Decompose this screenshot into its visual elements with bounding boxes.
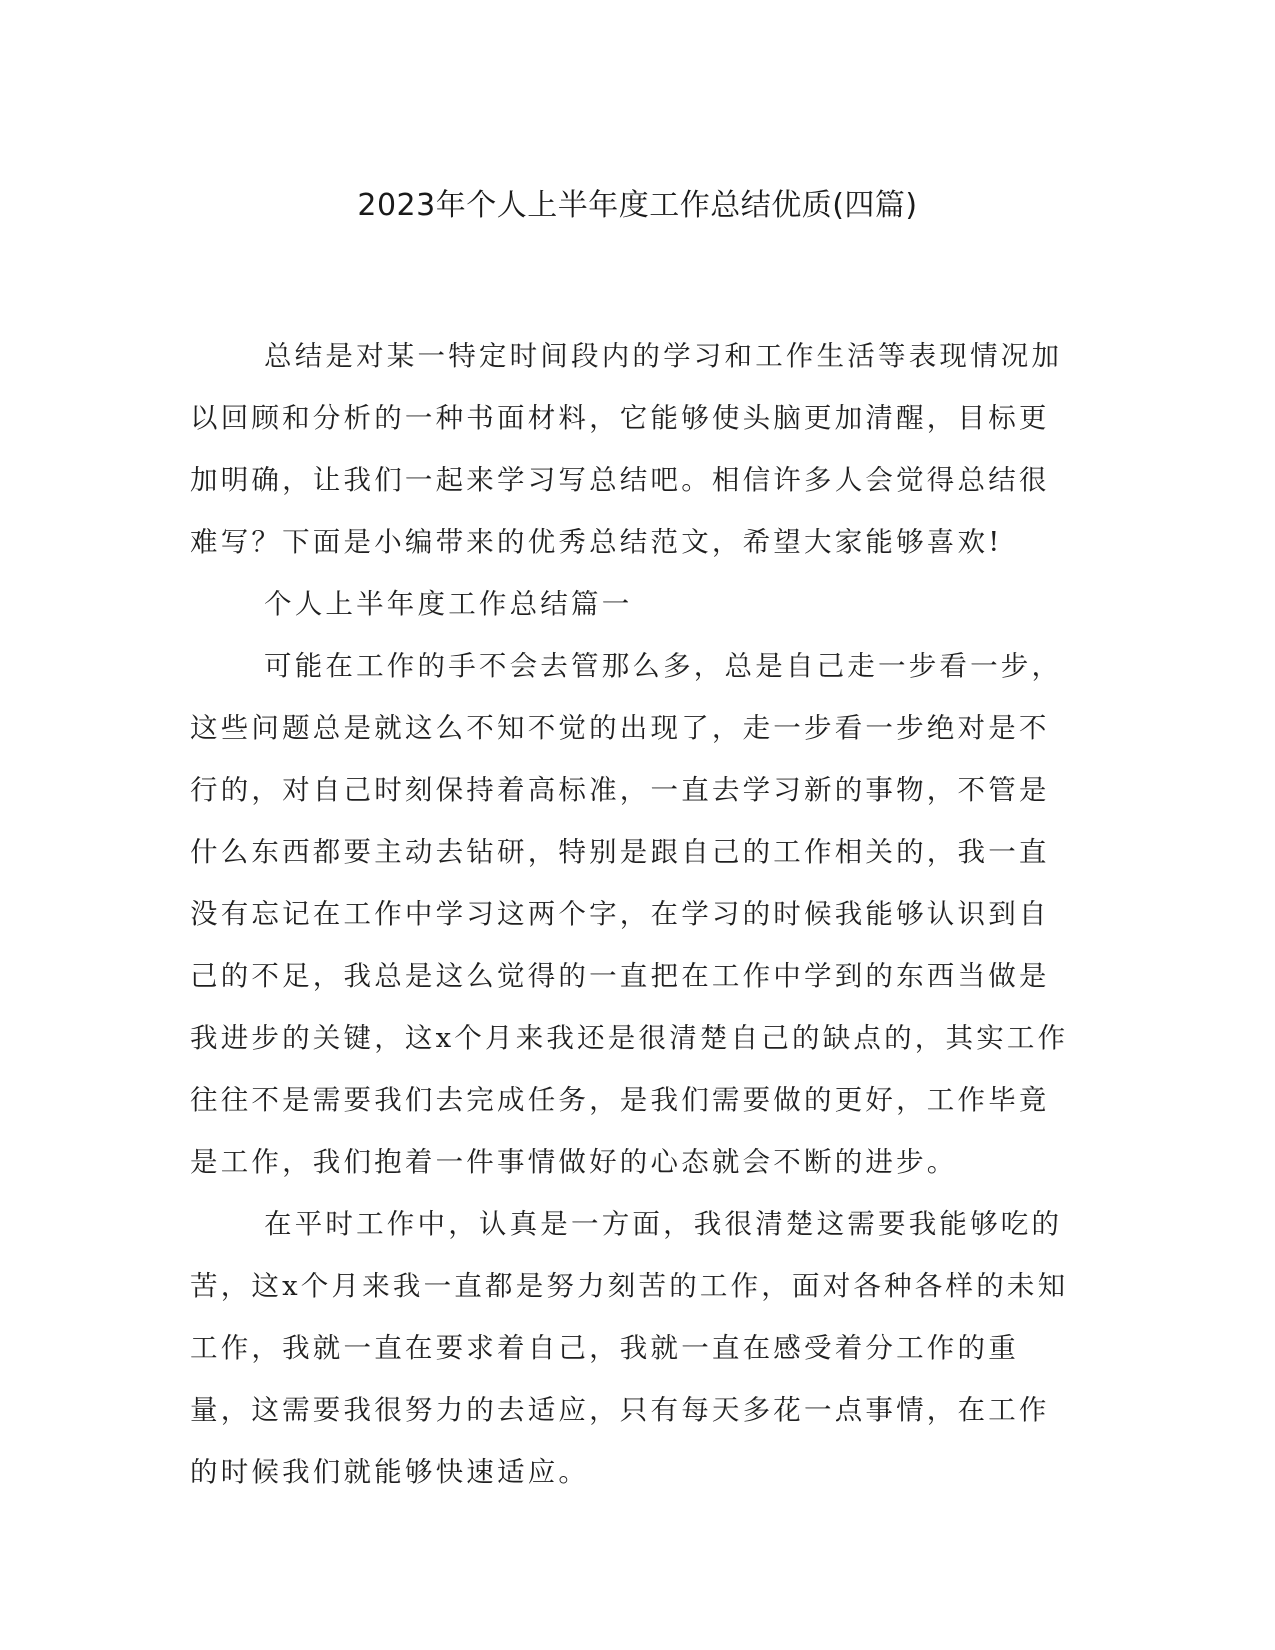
- document-title: 2023年个人上半年度工作总结优质(四篇): [357, 188, 918, 223]
- section-heading-1: 个人上半年度工作总结篇一: [264, 588, 633, 620]
- intro-paragraph: 总结是对某一特定时间段内的学习和工作生活等表现情况加以回顾和分析的一种书面材料，它能够使头脑更加清醒，目标更加明确，让我们一起来学习写总结吧。相信许多人会觉得总结很难写？下面是小编带来的优秀总结范文，希望大家能够喜欢!: [190, 340, 1063, 558]
- body-paragraph-1: 可能在工作的手不会去管那么多，总是自己走一步看一步，这些问题总是就这么不知不觉的出现了，走一步看一步绝对是不行的，对自己时刻保持着高标准，一直去学习新的事物，不管是什么东西都要主动去钻研，特别是跟自己的工作相关的，我一直没有忘记在工作中学习这两个字，在学习的时候我能够认识到自己的不足，我总是这么觉得的一直把在工作中学到的东西当做是我进步的关键，这x个月来我还是很清楚自己的缺点的，其实工作往往不是需要我们去完成任务，是我们需要做的更好，工作毕竟是工作，我们抱着一件事情做好的心态就会不断的进步。: [190, 650, 1069, 1178]
- body-paragraph-2: 在平时工作中，认真是一方面，我很清楚这需要我能够吃的苦，这x个月来我一直都是努力刻苦的工作，面对各种各样的未知工作，我就一直在要求着自己，我就一直在感受着分工作的重量，这需要我很努力的去适应，只有每天多花一点事情，在工作的时候我们就能够快速适应。: [190, 1208, 1069, 1488]
- document-body: [190, 325, 1070, 1503]
